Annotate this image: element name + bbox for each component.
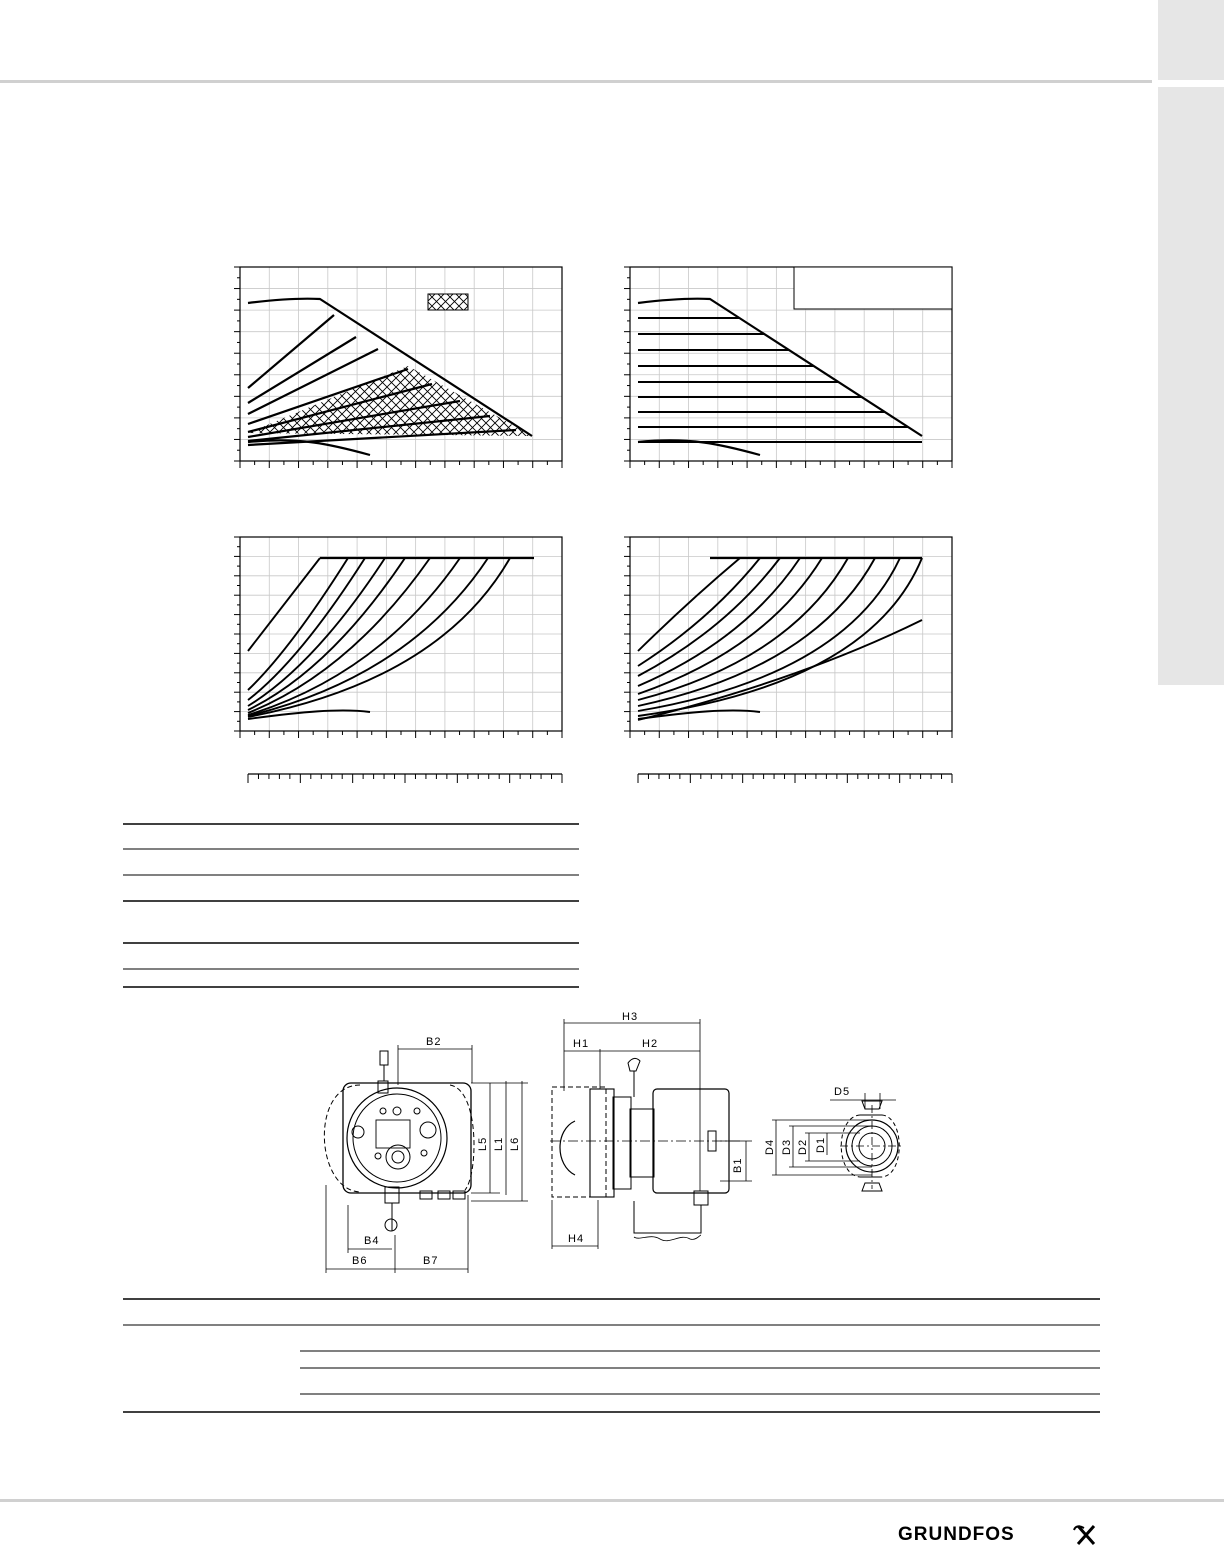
dim-label-B2: B2 bbox=[426, 1036, 442, 1048]
dimensional-drawing bbox=[300, 1005, 920, 1280]
dim-label-B6: B6 bbox=[352, 1255, 368, 1267]
dim-label-B7: B7 bbox=[423, 1255, 439, 1267]
panel-c-power-curve bbox=[248, 558, 430, 713]
dim-label-B4: B4 bbox=[364, 1235, 380, 1247]
panel-c-power-curve bbox=[248, 558, 348, 690]
dim-label-D4: D4 bbox=[764, 1138, 776, 1155]
panel-c-power-curve bbox=[248, 558, 385, 706]
dim-label-H4: H4 bbox=[568, 1233, 585, 1245]
dimensions-table bbox=[0, 1290, 1224, 1420]
dim-label-L1: L1 bbox=[493, 1136, 505, 1151]
panel-d-grid bbox=[624, 537, 952, 738]
dim-label-D1: D1 bbox=[815, 1136, 827, 1153]
dim-label-H1: H1 bbox=[573, 1038, 590, 1050]
panel-b-legend-box bbox=[794, 267, 952, 309]
dim-label-D2: D2 bbox=[797, 1138, 809, 1155]
dim-label-H3: H3 bbox=[622, 1011, 639, 1023]
electrical-data-table bbox=[0, 815, 1224, 995]
dim-label-H2: H2 bbox=[642, 1038, 659, 1050]
logo-wordmark: GRUNDFOS bbox=[898, 1524, 1015, 1545]
panel-b-max-curve bbox=[638, 299, 922, 436]
pump-side-view bbox=[552, 1058, 729, 1240]
footer-rule bbox=[0, 1499, 1224, 1502]
panel-d-secondary-axis bbox=[638, 774, 952, 783]
pump-front-view bbox=[324, 1051, 474, 1231]
dim-label-L6: L6 bbox=[509, 1136, 521, 1151]
dim-label-D3: D3 bbox=[781, 1138, 793, 1155]
panel-a-min-curve bbox=[248, 440, 370, 455]
grundfos-x-icon bbox=[1074, 1526, 1094, 1544]
grundfos-logo bbox=[898, 1514, 1108, 1554]
panel-c-secondary-axis bbox=[248, 774, 562, 783]
dim-label-D5: D5 bbox=[834, 1086, 851, 1098]
auto-adapt-legend-swatch bbox=[428, 294, 468, 310]
dim-label-B1: B1 bbox=[732, 1157, 744, 1173]
panel-d-power-curve bbox=[638, 558, 760, 666]
dim-label-L5: L5 bbox=[477, 1136, 489, 1151]
